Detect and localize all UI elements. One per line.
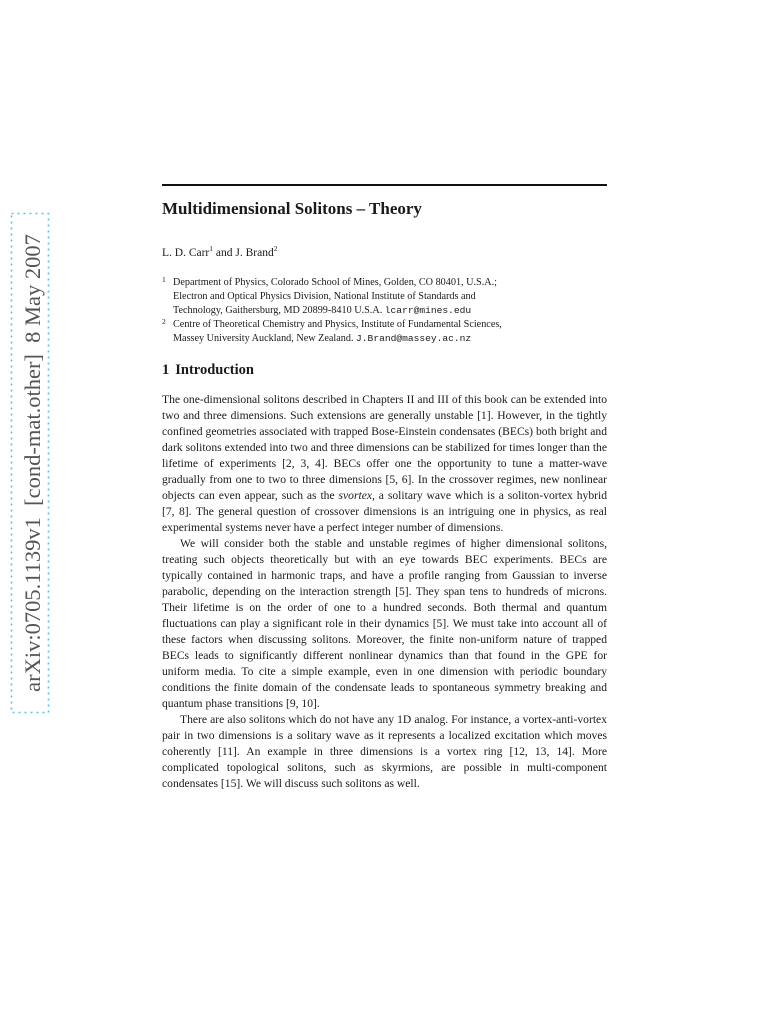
affiliation-text: Technology, Gaithersburg, MD 20899-8410 U.S.A. xyxy=(173,305,385,316)
arxiv-stamp xyxy=(10,212,50,714)
paragraph-2: We will consider both the stable and unstable regimes of higher dimensional solitons, treating such objects theoretically but with an eye towards BEC experiments. BECs are typically contained in harmonic traps, and have a profile ranging from Gaussian to inverse parabolic, depending on the interaction strength [5]. They span tens to hundreds of microns. Their lifetime is on the order of one to a hundred seconds. Both thermal and quantum fluctuations can play a significant role in their dynamics [5]. We must take into account all of these factors when discussing solitons. Moreover, the finite non-uniform nature of trapped BECs leads to significantly different nonlinear dynamics than that found in the GPE for uniform media. To cite a simple example, even in one dimension with periodic boundary conditions the finite domain of the condensate leads to spontaneous symmetry breaking and quantum phase transitions [9, 10]. xyxy=(162,537,607,710)
affiliation-text: Massey University Auckland, New Zealand. xyxy=(173,333,357,344)
paragraph-3: There are also solitons which do not have any 1D analog. For instance, a vortex-anti-vortex pair in two dimensions is a solitary wave as it represents a localized excitation which moves coherently [11]. An example in three dimensions is a vortex ring [12, 13, 14]. More complicated topological solitons, such as skyrmions, are possible in multi-component condensates [15]. We will discuss such solitons as well. xyxy=(162,713,607,790)
paper-title: Multidimensional Solitons – Theory xyxy=(162,199,422,218)
email-link[interactable]: J.Brand@massey.ac.nz xyxy=(356,333,472,344)
title-rule xyxy=(162,184,607,186)
affiliation-2 xyxy=(162,318,607,346)
author-connector: and xyxy=(213,247,236,259)
affiliation-number: 1 xyxy=(162,275,166,284)
emphasis-term: svortex xyxy=(338,489,372,502)
affiliation-marker: 2 xyxy=(273,244,278,254)
affiliations xyxy=(162,276,607,346)
affiliation-number: 2 xyxy=(162,317,166,326)
author-line xyxy=(162,244,278,259)
paragraph-1 xyxy=(162,392,607,536)
section-title: Introduction xyxy=(175,362,254,378)
affiliation-line: Electron and Optical Physics Division, National Institute of Standards and xyxy=(173,291,476,302)
author-name: L. D. Carr xyxy=(162,247,210,259)
section-number: 1 xyxy=(162,362,170,378)
paragraph-text: , a solitary wave which is a soliton-vortex hybrid [7, 8]. The general question of crossover dimensions is an intriguing one in physics, as real experimental systems never have a perfect integer number of dimensions. xyxy=(162,489,607,534)
affiliation-marker: 1 xyxy=(209,244,214,254)
affiliation-line xyxy=(173,332,607,346)
paragraph-text: The one-dimensional solitons described in Chapters II and III of this book can be extended into two and three dimensions. Such extensions are generally unstable [1]. However, in the tightly confined geometries associated with trapped Bose-Einstein condensates (BECs) both bright and dark solitons extended into two and three dimensions can be stabilized for times longer than the lifetime of experiments [2, 3, 4]. BECs offer one the opportunity to tune a matter-wave gradually from one to two to three dimensions [5, 6]. In the crossover regimes, new nonlinear objects can even appear, such as the xyxy=(162,393,607,502)
body-text xyxy=(162,392,607,792)
affiliation-1 xyxy=(162,276,607,318)
author-name: J. Brand xyxy=(235,247,274,259)
section-heading xyxy=(162,362,254,379)
affiliation-line xyxy=(173,304,607,318)
affiliation-line: Department of Physics, Colorado School of Mines, Golden, CO 80401, U.S.A.; xyxy=(173,277,497,288)
arxiv-id-label: arXiv:0705.1139v1 [cond-mat.other] 8 May 2007 xyxy=(20,234,45,692)
email-link[interactable]: lcarr@mines.edu xyxy=(384,305,472,316)
affiliation-line: Centre of Theoretical Chemistry and Physics, Institute of Fundamental Sciences, xyxy=(173,319,502,330)
